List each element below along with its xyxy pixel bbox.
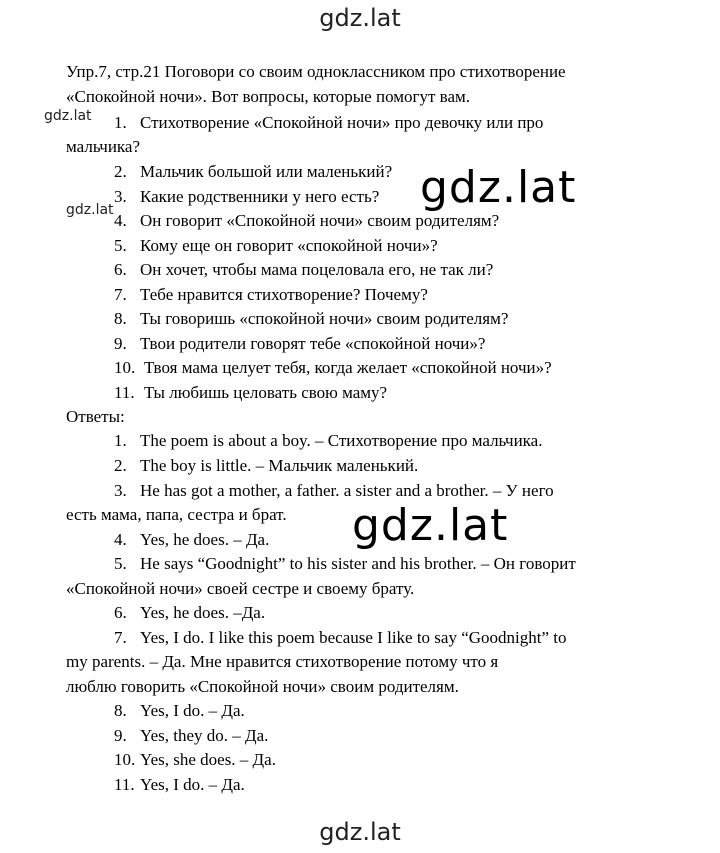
answer-text: He says “Goodnight” to his sister and his brother. – Он говорит: [140, 554, 576, 573]
answer-item: [114, 454, 418, 478]
question-text: Мальчик большой или маленький?: [140, 162, 393, 181]
question-number: 9.: [114, 334, 127, 353]
question-text: Ты говоришь «спокойной ночи» своим родителям?: [140, 309, 509, 328]
answer-number: 10.: [114, 750, 136, 769]
answer-item: [114, 748, 276, 772]
question-item: [114, 258, 493, 282]
answer-item: [114, 699, 245, 723]
question-number: 3.: [114, 187, 127, 206]
answer-text: Yes, I do. – Да.: [140, 701, 245, 720]
question-text: Кому еще он говорит «спокойной ночи»?: [140, 236, 438, 255]
question-item: [114, 111, 543, 135]
question-item: [114, 234, 438, 258]
answer-number: 9.: [114, 726, 127, 745]
answer-text: Yes, they do. – Да.: [140, 726, 269, 745]
answer-number: 6.: [114, 603, 127, 622]
answer-text: Yes, I do. – Да.: [140, 775, 245, 794]
question-text: Он говорит «Спокойной ночи» своим родителям?: [140, 211, 500, 230]
watermark-top: gdz.lat: [319, 4, 401, 32]
answer-text-continued: «Спокойной ночи» своей сестре и своему брату.: [66, 579, 415, 598]
answer-text: The poem is about a boy. – Стихотворение про мальчика.: [140, 431, 543, 450]
answer-text: Yes, he does. – Да.: [140, 530, 270, 549]
watermark-small: gdz.lat: [44, 108, 92, 124]
intro-line-1: Упр.7, стр.21 Поговори со своим одноклассником про стихотворение: [66, 62, 566, 81]
watermark-bottom: gdz.lat: [319, 818, 401, 846]
question-text: Ты любишь целовать свою маму?: [144, 383, 388, 402]
answer-text: The boy is little. – Мальчик маленький.: [140, 456, 419, 475]
answer-text-continued: есть мама, папа, сестра и брат.: [66, 505, 287, 524]
watermark-small: gdz.lat: [66, 202, 114, 218]
question-item: [114, 307, 508, 331]
answer-text: Yes, I do. I like this poem because I like to say “Goodnight” to: [140, 628, 567, 647]
question-number: 10.: [114, 358, 136, 377]
question-item: [114, 283, 428, 307]
answer-text-continued: my parents. – Да. Мне нравится стихотворение потому что я: [66, 652, 499, 671]
question-item: [114, 332, 485, 356]
answer-number: 5.: [114, 554, 127, 573]
question-number: 6.: [114, 260, 127, 279]
answer-number: 7.: [114, 628, 127, 647]
question-number: 4.: [114, 211, 127, 230]
answer-number: 1.: [114, 431, 127, 450]
answer-text: He has got a mother, a father. a sister and a brother. – У него: [140, 481, 554, 500]
answer-item: [114, 429, 542, 453]
question-item: [114, 381, 387, 405]
question-number: 1.: [114, 113, 127, 132]
question-text: Он хочет, чтобы мама поцеловала его, не так ли?: [140, 260, 494, 279]
answer-number: 3.: [114, 481, 127, 500]
answer-number: 4.: [114, 530, 127, 549]
question-text: Какие родственники у него есть?: [140, 187, 380, 206]
question-text-continued: мальчика?: [66, 137, 141, 156]
watermark-large: gdz.lat: [352, 500, 509, 551]
answer-item: [114, 528, 269, 552]
intro-line-2: «Спокойной ночи». Вот вопросы, которые помогут вам.: [66, 87, 471, 106]
answer-item: [114, 601, 265, 625]
question-text: Твоя мама целует тебя, когда желает «спокойной ночи»?: [144, 358, 552, 377]
answer-item: [114, 626, 567, 650]
question-number: 7.: [114, 285, 127, 304]
answer-number: 8.: [114, 701, 127, 720]
watermark-large: gdz.lat: [420, 162, 577, 213]
answers-heading: Ответы:: [66, 407, 125, 426]
answer-number: 2.: [114, 456, 127, 475]
question-text: Твои родители говорят тебе «спокойной ночи»?: [140, 334, 486, 353]
answer-item: [114, 773, 245, 797]
answer-number: 11.: [114, 775, 135, 794]
question-number: 2.: [114, 162, 127, 181]
answer-text: Yes, she does. – Да.: [140, 750, 276, 769]
question-number: 8.: [114, 309, 127, 328]
answer-text-continued: люблю говорить «Спокойной ночи» своим родителям.: [66, 677, 459, 696]
question-text: Стихотворение «Спокойной ночи» про девочку или про: [140, 113, 544, 132]
question-item: [114, 160, 392, 184]
answer-text: Yes, he does. –Да.: [140, 603, 266, 622]
answer-item: [114, 552, 576, 576]
question-text: Тебе нравится стихотворение? Почему?: [140, 285, 428, 304]
question-item: [114, 185, 379, 209]
answer-item: [114, 724, 268, 748]
question-number: 11.: [114, 383, 135, 402]
question-item: [114, 356, 552, 380]
question-number: 5.: [114, 236, 127, 255]
